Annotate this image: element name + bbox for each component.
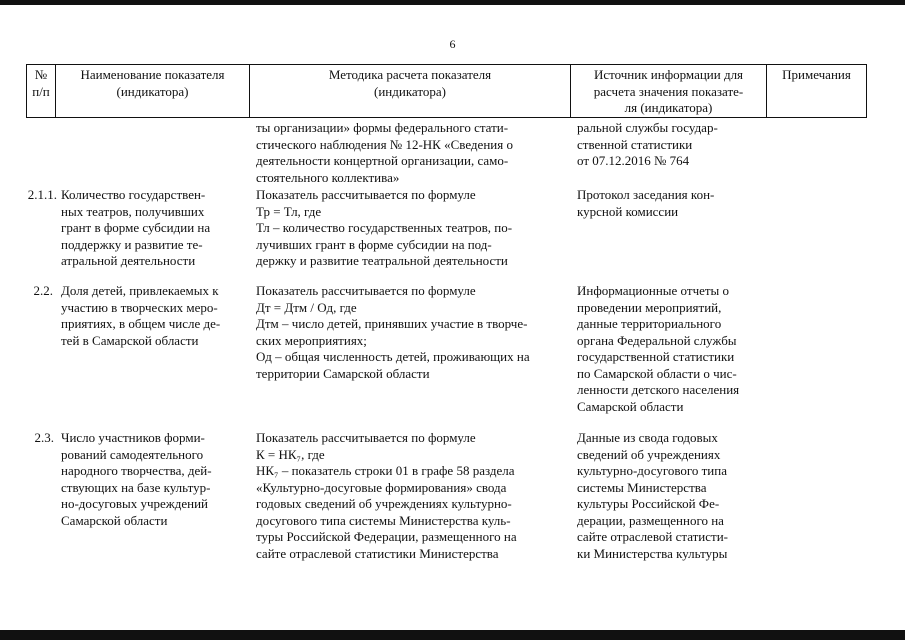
- row-number: 2.1.1.: [27, 187, 57, 202]
- row-source: Данные из свода годовых сведений об учреждениях культурно-досугового типа системы Министерства культуры Российской Фе- дерации, размещенного на сайте отраслевой статисти- ки Министерства культуры: [577, 430, 728, 561]
- row-number: 2.3.: [34, 430, 54, 445]
- row-source: Информационные отчеты о проведении мероприятий, данные территориального органа Федеральной службы государственной статистики по Самарской области о чис- ленности детского населения Самарской области: [577, 283, 740, 414]
- header-name: Наименование показателя (индикатора): [80, 67, 225, 99]
- row-indicator-name: Число участников форми- рований самодеятельного народного творчества, дей- ствующих на базе культур- но-досуговых учреждений Самарской области: [61, 430, 212, 528]
- header-num: № п/п: [32, 67, 50, 99]
- page-number: 6: [449, 37, 456, 51]
- header-notes: Примечания: [782, 67, 851, 82]
- row-method: Показатель рассчитывается по формуле Дт = Дтм / Од, где Дтм – число детей, принявших участие в творче- ских мероприятиях; Од – общая численность детей, проживающих на территории Самарской области: [256, 283, 530, 381]
- table-top-border: [26, 64, 867, 65]
- header-method: Методика расчета показателя (индикатора): [328, 67, 492, 99]
- row-method: Показатель рассчитывается по формуле К = НК₇, где НК₇ – показатель строки 01 в графе 58 раздела «Культурно-досуговые формирования» свода годовых сведений об учреждениях культурно- досугового типа системы Министерства куль- туры Российской Федерации, размещенного на сайте отраслевой статистики Министерства: [256, 430, 517, 561]
- header-source: Источник информации для расчета значения показате- ля (индикатора): [593, 67, 744, 115]
- row-indicator-name: Доля детей, привлекаемых к участию в творческих меро- приятиях, в общем числе де- тей в Самарской области: [61, 283, 221, 348]
- continuation-method: ты организации» формы федерального стати- стического наблюдения № 12-НК «Сведения о деятельности концертной организации, само- стоятельного коллектива»: [256, 120, 513, 185]
- row-number: 2.2.: [33, 283, 53, 298]
- col-divider: [866, 64, 867, 118]
- row-method: Показатель рассчитывается по формуле Тр = Тл, где Тл – количество государственных театров, по- лучивших грант в форме субсидии на под- держку и развитие театральной деятельности: [256, 187, 513, 268]
- row-indicator-name: Количество государствен- ных театров, получивших грант в форме субсидии на поддержку и развитие те- атральной деятельности: [61, 187, 211, 268]
- scan-border-bottom: [0, 630, 905, 640]
- continuation-source: ральной службы государ- ственной статистики от 07.12.2016 № 764: [577, 120, 718, 168]
- scan-border-top: [0, 0, 905, 5]
- row-source: Протокол заседания кон- курсной комиссии: [577, 187, 715, 219]
- header-bottom-border: [26, 117, 867, 118]
